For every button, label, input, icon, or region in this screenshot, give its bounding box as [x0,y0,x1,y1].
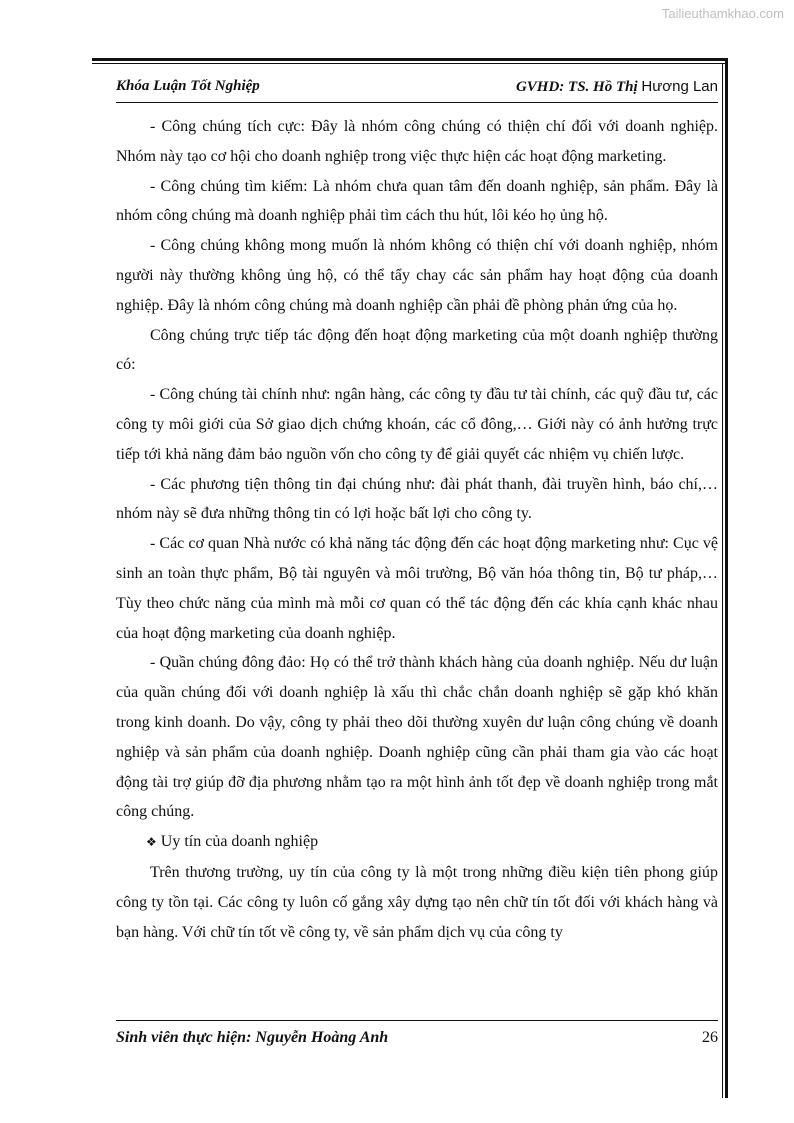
page-body [116,112,718,947]
page-header [116,76,718,103]
watermark-text: Tailieuthamkhao.com [661,6,784,21]
paragraph-direct-public-intro: Công chúng trực tiếp tác động đến hoạt động marketing của một doanh nghiệp thường có: [116,326,718,374]
diamond-bullet-icon: ❖ [146,835,157,850]
header-advisor-prefix: GVHD: TS. Hồ Thị [515,79,638,95]
paragraph-unwanted-public: - Công chúng không mong muốn là nhóm không có thiện chí với doanh nghiệp, nhóm người này thường không ủng hộ, có thể tẩy chay các sản phẩm hay hoạt động của doanh nghiệp. Đây là nhóm công chúng mà doanh nghiệp cần phải đề phòng phản ứng của họ. [116,237,718,314]
paragraph-media-public: - Các phương tiện thông tin đại chúng như: đài phát thanh, đài truyền hình, báo chí,… nhóm này sẽ đưa những thông tin có lợi hoặc bất lợi cho công ty. [116,475,718,523]
header-advisor [516,78,718,96]
section-bullet-reputation [116,827,718,858]
paragraph-seeking-public: - Công chúng tìm kiếm: Là nhóm chưa quan tâm đến doanh nghiệp, sản phẩm. Đây là nhóm công chúng mà doanh nghiệp phải tìm cách thu hút, lôi kéo họ ủng hộ. [116,177,718,225]
header-advisor-name: Hương Lan [641,78,718,95]
paragraph-financial-public: - Công chúng tài chính như: ngân hàng, các công ty đầu tư tài chính, các quỹ đầu tư, các công ty môi giới của Sở giao dịch chứng khoán, các cổ đông,… Giới này có ảnh hưởng trực tiếp tới khả năng đảm bảo nguồn vốn cho công ty để giải quyết các nhiệm vụ chiến lược. [116,386,718,463]
paragraph-positive-public: - Công chúng tích cực: Đây là nhóm công chúng có thiện chí đối với doanh nghiệp. Nhóm này tạo cơ hội cho doanh nghiệp trong việc thực hiện các hoạt động marketing. [116,118,718,165]
paragraph-general-public: - Quần chúng đông đảo: Họ có thể trở thành khách hàng của doanh nghiệp. Nếu dư luận của quần chúng đối với doanh nghiệp là xấu thì chắc chắn doanh nghiệp sẽ gặp khó khăn trong kinh doanh. Do vậy, công ty phải theo dõi thường xuyên dư luận công chúng về doanh nghiệp và sản phẩm của doanh nghiệp. Doanh nghiệp cũng cần phải tham gia vào các hoạt động tài trợ giúp đỡ địa phương nhằm tạo ra một hình ảnh tốt đẹp về doanh nghiệp trong mắt công chúng. [116,654,718,821]
paragraph-reputation: Trên thương trường, uy tín của công ty là một trong những điều kiện tiên phong giúp công ty tồn tại. Các công ty luôn cố gắng xây dựng tạo nên chữ tín tốt đối với khách hàng và bạn hàng. Với chữ tín tốt về công ty, về sản phẩm dịch vụ của công ty [116,863,718,941]
border-top-thin [92,63,728,64]
paragraph-government-public: - Các cơ quan Nhà nước có khả năng tác động đến các hoạt động marketing như: Cục vệ sinh an toàn thực phẩm, Bộ tài nguyên và môi trường, Bộ văn hóa thông tin, Bộ tư pháp,… Tùy theo chức năng của mình mà mỗi cơ quan có thể tác động đến các khía cạnh khác nhau của hoạt động marketing của doanh nghiệp. [116,535,718,642]
border-right-thin [722,63,723,1098]
border-top-thick [92,58,728,61]
page-footer [116,1020,718,1051]
footer-student: Sinh viên thực hiện: Nguyễn Hoàng Anh [116,1029,389,1046]
border-right-thick [725,58,728,1098]
bullet-heading: Uy tín của doanh nghiệp [160,833,319,851]
page-number: 26 [702,1029,718,1046]
header-thesis-title: Khóa Luận Tốt Nghiệp [116,78,260,94]
